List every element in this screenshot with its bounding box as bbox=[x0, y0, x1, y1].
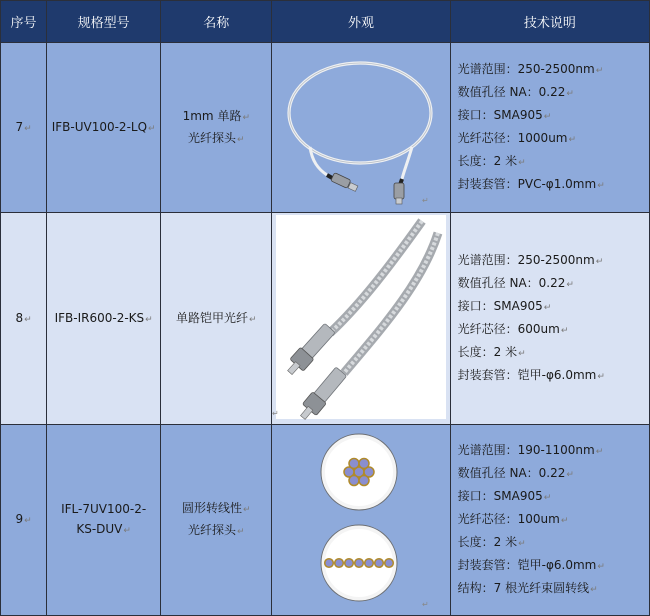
row-name: 1mm 单路↵ 光纤探头↵ bbox=[161, 43, 272, 213]
header-model: 规格型号 bbox=[47, 1, 161, 43]
row-spec: 光谱范围：250-2500nm↵ 数值孔径 NA：0.22↵ 接口：SMA905↵ 光纤芯径：600um↵ 长度：2 米↵ 封装套管：铠甲-φ6.0mm↵ bbox=[450, 213, 649, 425]
header-appearance: 外观 bbox=[272, 1, 450, 43]
row-index: 8↵ bbox=[1, 213, 47, 425]
header-name: 名称 bbox=[161, 1, 272, 43]
table-header-row bbox=[1, 1, 650, 43]
row-index: 9↵ bbox=[1, 425, 47, 616]
table-row bbox=[1, 43, 650, 213]
row-index: 7↵ bbox=[1, 43, 47, 213]
row-model: IFB-UV100-2-LQ↵ bbox=[47, 43, 161, 213]
row-model: IFB-IR600-2-KS↵ bbox=[47, 213, 161, 425]
fiber-probe-pvc-coil-image bbox=[272, 43, 450, 209]
armored-fiber-pair-image bbox=[272, 213, 450, 421]
row-spec: 光谱范围：190-1100nm↵ 数值孔径 NA：0.22↵ 接口：SMA905↵ 光纤芯径：100um↵ 长度：2 米↵ 封装套管：铠甲-φ6.0mm↵ 结构：7 根光纤束圆转线↵ bbox=[450, 425, 649, 616]
svg-text:↵: ↵ bbox=[272, 409, 280, 418]
row-appearance bbox=[272, 425, 450, 616]
svg-text:↵: ↵ bbox=[422, 600, 430, 609]
svg-text:↵: ↵ bbox=[422, 196, 430, 205]
row-spec: 光谱范围：250-2500nm↵ 数值孔径 NA：0.22↵ 接口：SMA905↵ 光纤芯径：1000um↵ 长度：2 米↵ 封装套管：PVC-φ1.0mm↵ bbox=[450, 43, 649, 213]
row-name: 圆形转线性↵ 光纤探头↵ bbox=[161, 425, 272, 616]
table-row bbox=[1, 425, 650, 616]
header-index: 序号 bbox=[1, 1, 47, 43]
row-name: 单路铠甲光纤↵ bbox=[161, 213, 272, 425]
row-appearance bbox=[272, 213, 450, 425]
header-spec: 技术说明 bbox=[450, 1, 649, 43]
row-model: IFL-7UV100-2- KS-DUV↵ bbox=[47, 425, 161, 616]
row-appearance bbox=[272, 43, 450, 213]
bundle-cross-section-image bbox=[272, 425, 450, 612]
table-row bbox=[1, 213, 650, 425]
